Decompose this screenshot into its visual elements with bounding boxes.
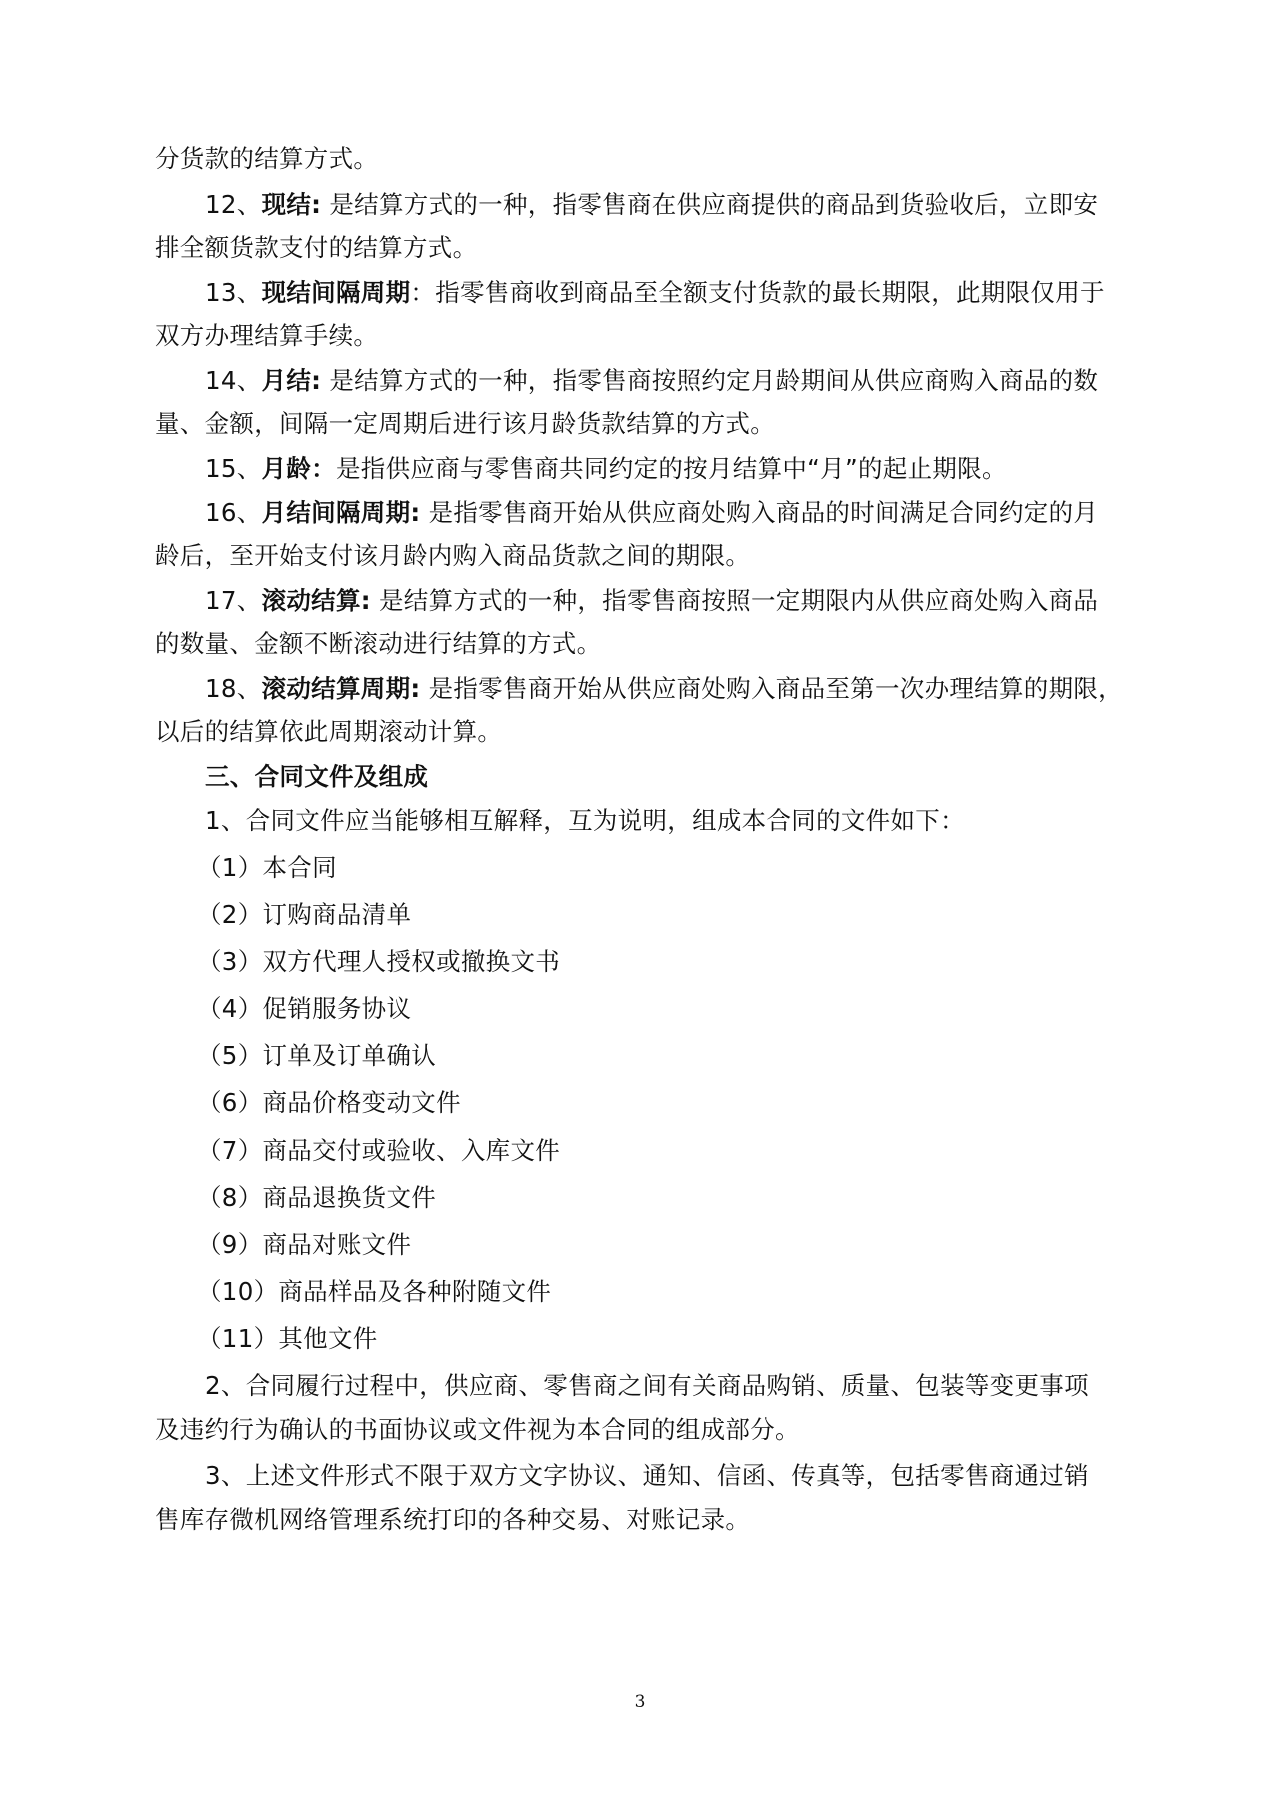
text-run: （7）商品交付或验收、入库文件 bbox=[197, 1136, 561, 1165]
text-line bbox=[197, 946, 1187, 978]
page-number: 3 bbox=[634, 1692, 646, 1712]
text-line bbox=[205, 673, 1195, 705]
bold-term: 现结: bbox=[261, 190, 322, 219]
text-line bbox=[155, 1504, 1145, 1536]
bold-term: 滚动结算: bbox=[261, 586, 371, 615]
text-run: 14、 bbox=[205, 366, 262, 395]
text-run: 18、 bbox=[205, 674, 262, 703]
text-run: 是结算方式的一种，指零售商在供应商提供的商品到货验收后，立即安 bbox=[321, 190, 1099, 219]
text-line bbox=[205, 189, 1195, 221]
text-line bbox=[155, 320, 1145, 352]
text-run: 2、合同履行过程中，供应商、零售商之间有关商品购销、质量、包装等变更事项 bbox=[205, 1371, 1089, 1400]
text-run: 15、 bbox=[205, 454, 262, 483]
text-line bbox=[155, 143, 1145, 175]
text-line bbox=[155, 408, 1145, 440]
text-line bbox=[197, 1087, 1187, 1119]
text-run: 是指供应商与零售商共同约定的按月结算中“月”的起止期限。 bbox=[335, 454, 1007, 483]
text-run: ：指零售商收到商品至全额支付货款的最长期限，此期限仅用于 bbox=[410, 278, 1105, 307]
text-line bbox=[205, 497, 1195, 529]
text-run: 3、上述文件形式不限于双方文字协议、通知、信函、传真等，包括零售商通过销 bbox=[205, 1461, 1089, 1490]
text-line bbox=[197, 899, 1187, 931]
bold-term: 滚动结算周期: bbox=[261, 674, 421, 703]
text-run: 1、合同文件应当能够相互解释，互为说明，组成本合同的文件如下： bbox=[205, 806, 965, 835]
text-run: 售库存微机网络管理系统打印的各种交易、对账记录。 bbox=[155, 1505, 751, 1534]
text-run: 量、金额，间隔一定周期后进行该月龄货款结算的方式。 bbox=[155, 409, 775, 438]
text-run: 及违约行为确认的书面协议或文件视为本合同的组成部分。 bbox=[155, 1415, 800, 1444]
text-run: 分货款的结算方式。 bbox=[155, 144, 379, 173]
text-line bbox=[155, 232, 1145, 264]
text-line bbox=[205, 805, 1195, 837]
text-line bbox=[205, 761, 1195, 793]
text-line bbox=[197, 1276, 1187, 1308]
text-run: 是指零售商开始从供应商处购入商品的时间满足合同约定的月 bbox=[420, 498, 1099, 527]
text-run: （11）其他文件 bbox=[197, 1324, 378, 1353]
text-line bbox=[197, 1229, 1187, 1261]
text-run: 是结算方式的一种，指零售商按照一定期限内从供应商处购入商品 bbox=[370, 586, 1099, 615]
text-run: 12、 bbox=[205, 190, 262, 219]
text-line bbox=[205, 277, 1195, 309]
text-run: 以后的结算依此周期滚动计算。 bbox=[155, 717, 503, 746]
text-run: 是结算方式的一种，指零售商按照约定月龄期间从供应商购入商品的数 bbox=[321, 366, 1099, 395]
text-line bbox=[155, 716, 1145, 748]
text-run: （3）双方代理人授权或撤换文书 bbox=[197, 947, 561, 976]
text-run: （6）商品价格变动文件 bbox=[197, 1088, 461, 1117]
bold-term: 月龄： bbox=[261, 454, 336, 483]
text-line bbox=[197, 1040, 1187, 1072]
text-run: （1）本合同 bbox=[197, 853, 337, 882]
text-line bbox=[155, 1414, 1145, 1446]
text-line bbox=[197, 1323, 1187, 1355]
text-line bbox=[155, 628, 1145, 660]
text-line bbox=[205, 453, 1195, 485]
text-line bbox=[205, 1370, 1195, 1402]
text-line bbox=[205, 585, 1195, 617]
text-run: （5）订单及订单确认 bbox=[197, 1041, 437, 1070]
text-run: 排全额货款支付的结算方式。 bbox=[155, 233, 478, 262]
text-line bbox=[155, 540, 1145, 572]
text-line bbox=[197, 1135, 1187, 1167]
text-line bbox=[197, 1182, 1187, 1214]
text-run: （8）商品退换货文件 bbox=[197, 1183, 437, 1212]
text-line bbox=[197, 993, 1187, 1025]
text-run: 龄后，至开始支付该月龄内购入商品货款之间的期限。 bbox=[155, 541, 751, 570]
text-run: （10）商品样品及各种附随文件 bbox=[197, 1277, 552, 1306]
text-run: 双方办理结算手续。 bbox=[155, 321, 379, 350]
text-run: 17、 bbox=[205, 586, 262, 615]
text-run: 的数量、金额不断滚动进行结算的方式。 bbox=[155, 629, 602, 658]
bold-term: 月结间隔周期: bbox=[261, 498, 421, 527]
text-run: （9）商品对账文件 bbox=[197, 1230, 412, 1259]
bold-term: 三、合同文件及组成 bbox=[205, 762, 429, 791]
text-run: 是指零售商开始从供应商处购入商品至第一次办理结算的期限， bbox=[420, 674, 1123, 703]
text-line bbox=[205, 1460, 1195, 1492]
text-run: （2）订购商品清单 bbox=[197, 900, 412, 929]
bold-term: 月结: bbox=[261, 366, 322, 395]
text-run: 16、 bbox=[205, 498, 262, 527]
text-run: （4）促销服务协议 bbox=[197, 994, 412, 1023]
text-line bbox=[197, 852, 1187, 884]
text-run: 13、 bbox=[205, 278, 262, 307]
bold-term: 现结间隔周期 bbox=[261, 278, 411, 307]
text-line bbox=[205, 365, 1195, 397]
